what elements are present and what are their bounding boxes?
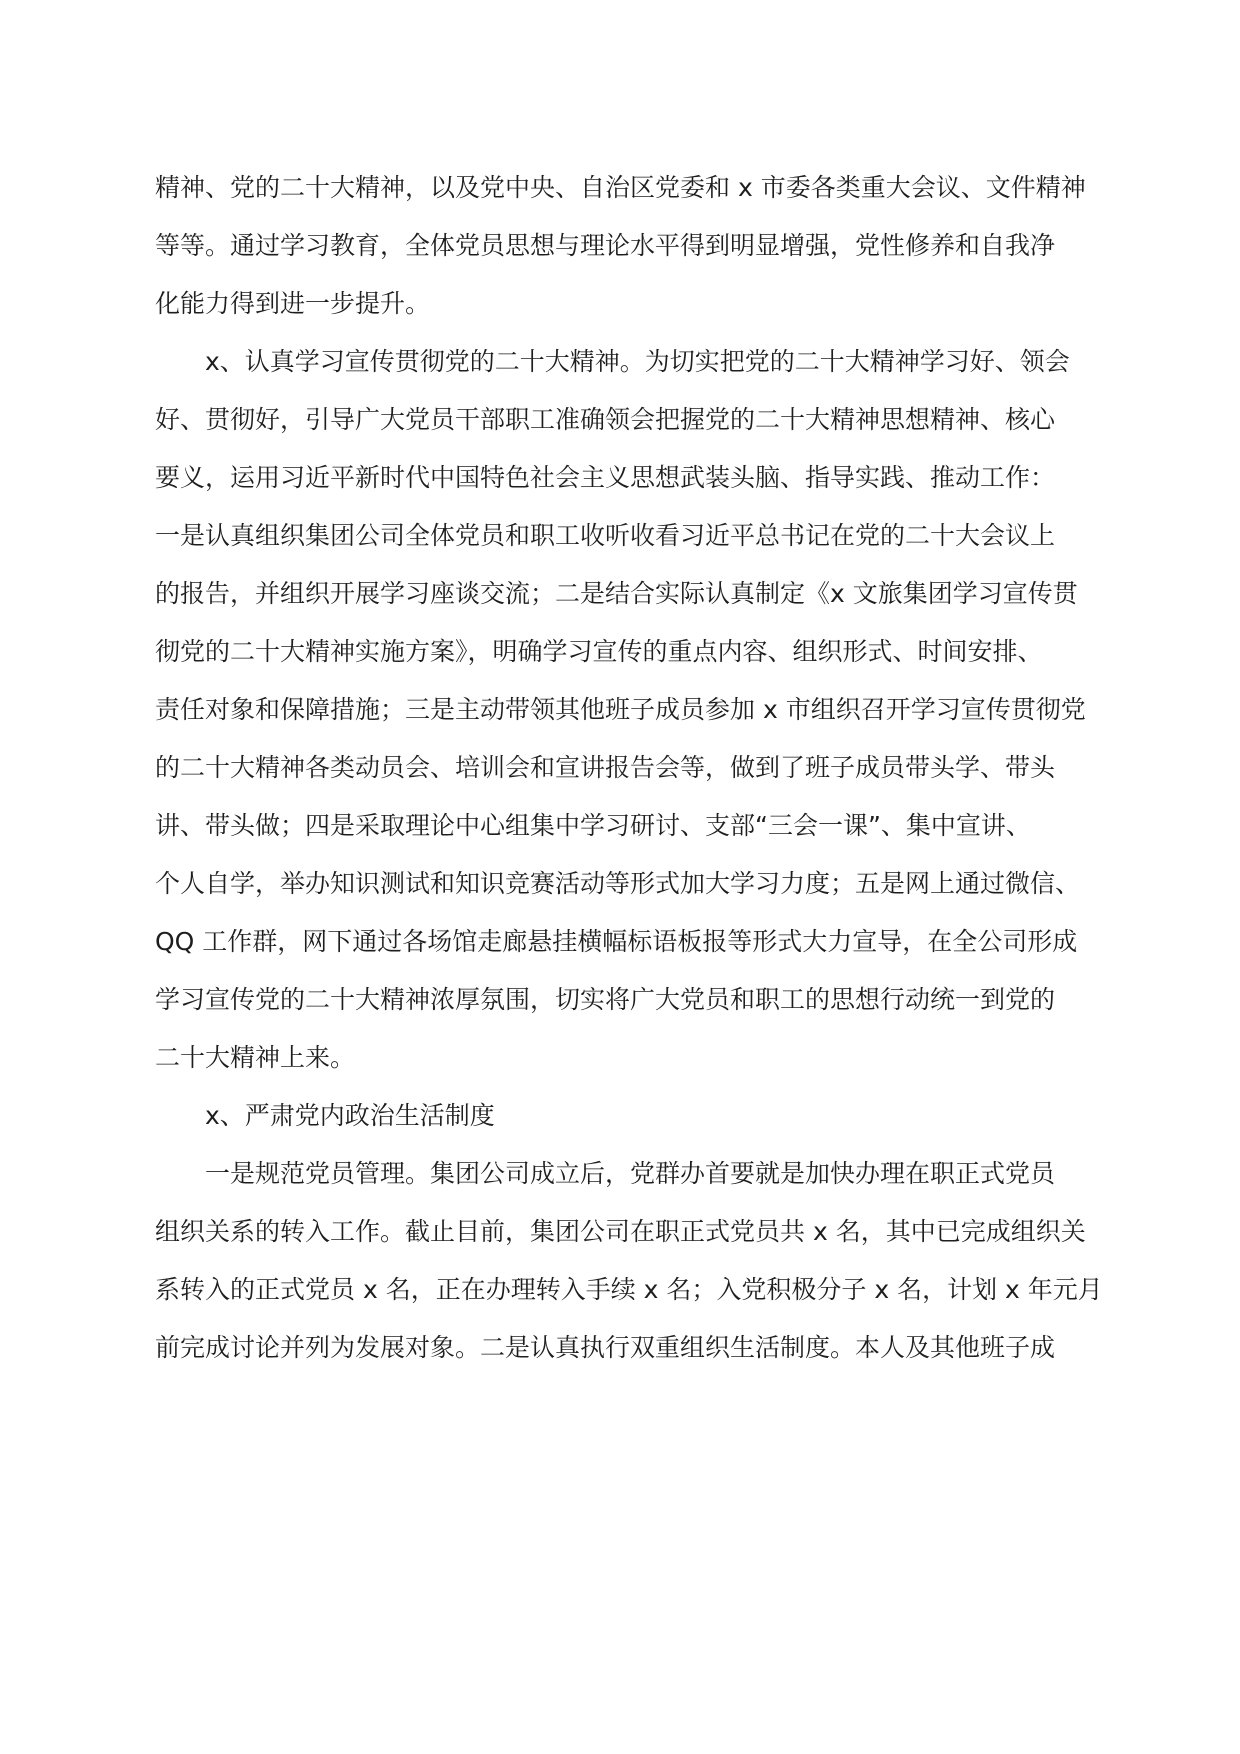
- paragraph-line: 化能力得到进一步提升。: [155, 289, 431, 318]
- paragraph-line: 学习宣传党的二十大精神浓厚氛围，切实将广大党员和职工的思想行动统一到党的: [155, 985, 1056, 1014]
- paragraph-line: 精神、党的二十大精神，以及党中央、自治区党委和 x 市委各类重大会议、文件精神: [155, 173, 1086, 202]
- paragraph-line: 的报告，并组织开展学习座谈交流；二是结合实际认真制定《x 文旅集团学习宣传贯: [155, 579, 1078, 608]
- paragraph-line: 彻党的二十大精神实施方案》，明确学习宣传的重点内容、组织形式、时间安排、: [155, 637, 1043, 666]
- paragraph-line: 责任对象和保障措施；三是主动带领其他班子成员参加 x 市组织召开学习宣传贯彻党: [155, 695, 1086, 724]
- paragraph-line: 一是认真组织集团公司全体党员和职工收听收看习近平总书记在党的二十大会议上: [155, 521, 1056, 550]
- paragraph-line: 讲、带头做；四是采取理论中心组集中学习研讨、支部“三会一课”、集中宣讲、: [155, 811, 1031, 840]
- paragraph-line: 一是规范党员管理。集团公司成立后，党群办首要就是加快办理在职正式党员: [205, 1159, 1056, 1188]
- paragraph-line: 前完成讨论并列为发展对象。二是认真执行双重组织生活制度。本人及其他班子成: [155, 1333, 1056, 1362]
- paragraph-line: 的二十大精神各类动员会、培训会和宣讲报告会等，做到了班子成员带头学、带头: [155, 753, 1056, 782]
- paragraph-line: 二十大精神上来。: [155, 1043, 356, 1072]
- paragraph-line: 系转入的正式党员 x 名，正在办理转入手续 x 名；入党积极分子 x 名，计划 x 年元月: [155, 1275, 1103, 1304]
- paragraph-line: 个人自学，举办知识测试和知识竞赛活动等形式加大学习力度；五是网上通过微信、: [155, 869, 1081, 898]
- paragraph-line: 要义，运用习近平新时代中国特色社会主义思想武装头脑、指导实践、推动工作：: [155, 463, 1056, 492]
- paragraph-line: 组织关系的转入工作。截止目前，集团公司在职正式党员共 x 名，其中已完成组织关: [155, 1217, 1086, 1246]
- paragraph-line: QQ 工作群，网下通过各场馆走廊悬挂横幅标语板报等形式大力宣导，在全公司形成: [155, 927, 1078, 956]
- paragraph-line: 好、贯彻好，引导广大党员干部职工准确领会把握党的二十大精神思想精神、核心: [155, 405, 1056, 434]
- paragraph-line: 等等。通过学习教育，全体党员思想与理论水平得到明显增强，党性修养和自我净: [155, 231, 1056, 260]
- paragraph-line: x、认真学习宣传贯彻党的二十大精神。为切实把党的二十大精神学习好、领会: [205, 347, 1070, 376]
- section-heading: x、严肃党内政治生活制度: [205, 1101, 495, 1130]
